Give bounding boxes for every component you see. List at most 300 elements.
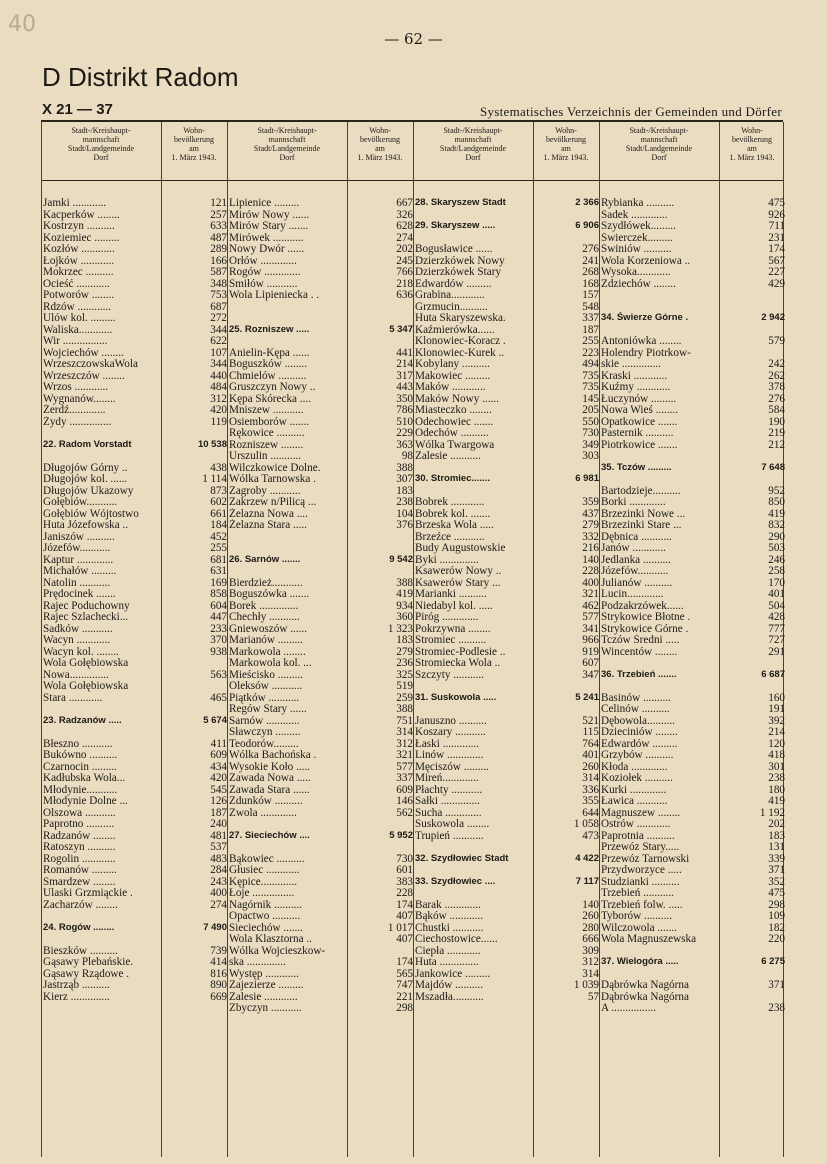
district-row <box>415 876 597 888</box>
place-name: Studzianki .......... <box>601 875 680 888</box>
table-row <box>415 623 597 635</box>
section-subtitle: Systematisches Verzeichnis der Gemeinden und Dörfer <box>479 104 782 119</box>
population-value: 447 <box>210 611 227 623</box>
population-value: 255 <box>582 335 599 347</box>
place-name: Mszadła........... <box>415 990 484 1003</box>
place-name: Grzmucin.......... <box>415 300 488 313</box>
table-row <box>229 266 411 278</box>
population-value: 359 <box>582 496 599 508</box>
population-value: 751 <box>396 714 413 727</box>
population-value: 873 <box>210 484 227 497</box>
population-value: 400 <box>210 887 227 899</box>
place-name: Dzieciniów ........ <box>601 726 678 738</box>
population-value: 420 <box>210 404 227 416</box>
population-value: 1 192 <box>759 806 785 819</box>
place-name: 22. Radom Vorstadt <box>43 438 132 450</box>
table-row <box>229 634 411 646</box>
population-value: 363 <box>396 438 413 451</box>
place-name: Zacharzów ........ <box>43 898 118 911</box>
population-value: 419 <box>396 588 413 600</box>
place-name: Długojów Górny .. <box>43 461 128 474</box>
population-value: 6 687 <box>761 668 785 680</box>
place-name: Stromiecka Wola .. <box>415 657 501 669</box>
place-name: Mirów Stary ....... <box>229 220 309 232</box>
table-row <box>229 761 411 773</box>
place-name: Rybianka .......... <box>601 197 675 209</box>
table-row <box>229 715 411 727</box>
table-row <box>415 600 597 612</box>
place-name: Potworów ........ <box>43 289 115 301</box>
table-row <box>415 979 597 991</box>
header-population: Wohn- bevölkerung am 1. März 1943. <box>357 126 403 162</box>
place-name: Występ ............ <box>229 967 299 980</box>
place-name: Wacyn ............ <box>43 634 111 646</box>
place-name: Gąsawy Plebańskie. <box>43 956 134 968</box>
population-value: 223 <box>582 346 599 359</box>
table-row <box>601 197 783 209</box>
population-value: 260 <box>582 910 599 922</box>
table-row <box>601 416 783 428</box>
table-row <box>601 692 783 704</box>
table-row <box>229 519 411 531</box>
population-value: 314 <box>396 726 413 738</box>
population-value: 5 674 <box>203 714 227 726</box>
table-row <box>601 450 783 462</box>
table-row <box>415 795 597 807</box>
place-name: Zawada Nowa ..... <box>229 772 311 784</box>
table-row <box>229 945 411 957</box>
table-row <box>43 335 225 347</box>
table-row <box>43 761 225 773</box>
table-row <box>415 968 597 980</box>
place-name: Wilczowola ....... <box>601 921 677 934</box>
place-name: Zajezierze ......... <box>229 979 304 991</box>
place-name: Marianki .......... <box>415 588 487 600</box>
place-name: Tczów Średni ..... <box>601 634 680 646</box>
population-value: 140 <box>582 553 599 566</box>
table-row <box>601 738 783 750</box>
place-name: Wojciechów ........ <box>43 346 124 359</box>
population-value: 205 <box>582 404 599 416</box>
table-row <box>601 243 783 255</box>
population-value: 317 <box>396 369 413 382</box>
place-name: WrzeszczowskaWola <box>43 358 138 370</box>
population-value: 280 <box>582 921 599 934</box>
table-row <box>415 749 597 761</box>
table-row <box>601 623 783 635</box>
table-row <box>601 600 783 612</box>
place-name: Wola Lipieniecka . . <box>229 289 320 301</box>
place-name: Przewóz Tarnowski <box>601 852 690 865</box>
table-row <box>601 266 783 278</box>
population-value: 850 <box>768 496 785 508</box>
table-row <box>43 703 225 715</box>
population-value: 238 <box>396 496 413 508</box>
table-row <box>43 324 225 336</box>
place-name: Mieścisko ......... <box>229 668 303 681</box>
table-row <box>415 956 597 968</box>
district-row <box>229 324 411 336</box>
table-row <box>601 473 783 485</box>
place-name: Żelazna Stara ..... <box>229 519 307 531</box>
table-row <box>415 945 597 957</box>
table-row <box>43 772 225 784</box>
table-row <box>43 933 225 945</box>
place-name: Huta .............. <box>415 956 479 968</box>
table-row <box>229 232 411 244</box>
place-name: Ratoszyn .......... <box>43 841 116 853</box>
table-row <box>43 220 225 232</box>
place-name: Marianów ......... <box>229 634 303 646</box>
place-name: Paprotnia .......... <box>601 829 675 842</box>
place-name: Opatkowice ....... <box>601 415 678 428</box>
population-value: 370 <box>210 634 227 646</box>
table-row <box>229 726 411 738</box>
table-row <box>43 623 225 635</box>
population-value: 604 <box>210 599 227 612</box>
place-name: 29. Skaryszew ..... <box>415 220 496 231</box>
place-name: Wacyn kol. ........ <box>43 645 119 658</box>
table-row <box>601 807 783 819</box>
place-name: Dębnica ........... <box>601 530 672 543</box>
population-value: 407 <box>396 933 413 945</box>
table-row <box>229 347 411 359</box>
place-name: Boguszówka ....... <box>229 588 310 600</box>
place-name: Linów ............. <box>415 749 484 761</box>
population-value: 609 <box>210 749 227 761</box>
population-value: 229 <box>396 427 413 439</box>
place-name: Markowola ........ <box>229 645 306 658</box>
table-row <box>415 738 597 750</box>
place-name: Ksawerów Stary ... <box>415 576 501 589</box>
district-row <box>415 197 597 209</box>
place-name: Maków Nowy ...... <box>415 392 499 405</box>
table-row <box>43 554 225 566</box>
place-name: Celinów .......... <box>601 703 670 715</box>
district-row <box>415 853 597 865</box>
population-value: 567 <box>768 254 785 267</box>
table-row <box>415 450 597 462</box>
place-name: Łoje ............... <box>229 887 295 899</box>
place-name: Wólka Wojcieszkow- <box>229 944 326 957</box>
table-row <box>601 577 783 589</box>
column-rule <box>41 122 42 1157</box>
population-value: 926 <box>768 208 785 221</box>
population-value: 202 <box>768 818 785 830</box>
table-row <box>43 991 225 1003</box>
place-name: Zakrzew n/Pilicą ... <box>229 496 317 508</box>
table-row <box>415 335 597 347</box>
place-name: Sałki .............. <box>415 795 480 807</box>
place-name: Wola Korzeniowa .. <box>601 254 691 267</box>
table-row <box>601 255 783 267</box>
population-value: 786 <box>396 404 413 416</box>
district-row <box>601 462 783 474</box>
pencil-note: 40 <box>8 12 36 37</box>
table-row <box>415 278 597 290</box>
table-row <box>43 542 225 554</box>
table-row <box>229 393 411 405</box>
header-name: Stadt-/Kreishaupt- mannschaft Stadt/Landgemeinde Dorf <box>625 126 693 162</box>
table-row <box>43 301 225 313</box>
place-name: Mirówek ........... <box>229 231 304 244</box>
table-row <box>229 462 411 474</box>
place-name: Ciepła ............ <box>415 944 481 957</box>
district-row <box>43 439 225 451</box>
population-value: 388 <box>396 703 413 715</box>
population-value: 168 <box>582 277 599 290</box>
place-name: Makowiec ......... <box>415 369 491 382</box>
table-row <box>415 393 597 405</box>
population-value: 521 <box>582 714 599 727</box>
population-value: 481 <box>210 829 227 842</box>
population-value: 169 <box>210 576 227 589</box>
population-value: 890 <box>210 979 227 991</box>
place-name: 37. Wielogóra ..... <box>601 956 679 967</box>
population-value: 245 <box>396 254 413 267</box>
population-value: 236 <box>396 657 413 669</box>
table-row <box>601 439 783 451</box>
place-name: Brzezinki Nowe ... <box>601 507 686 520</box>
place-name: Szczyty ........... <box>415 668 484 681</box>
table-row <box>229 680 411 692</box>
population-value: 289 <box>210 243 227 255</box>
table-row <box>229 255 411 267</box>
place-name: Koszary ........... <box>415 726 486 738</box>
population-value: 140 <box>582 898 599 911</box>
population-value: 344 <box>210 358 227 370</box>
place-name: Oleksów ........... <box>229 680 303 692</box>
population-value: 326 <box>396 208 413 221</box>
population-value: 938 <box>210 645 227 658</box>
table-row <box>229 600 411 612</box>
place-name: Borek .............. <box>229 599 299 612</box>
population-value: 221 <box>396 990 413 1003</box>
population-value: 519 <box>396 680 413 692</box>
population-value: 434 <box>210 760 227 773</box>
header-name: Stadt-/Kreishaupt- mannschaft Stadt/Landgemeinde Dorf <box>439 126 507 162</box>
table-row <box>229 577 411 589</box>
table-row <box>415 243 597 255</box>
table-row <box>601 542 783 554</box>
table-row <box>601 611 783 623</box>
place-name: Basinów .......... <box>601 691 671 704</box>
population-value: 174 <box>396 898 413 911</box>
population-value: 337 <box>396 772 413 784</box>
population-value: 400 <box>582 576 599 589</box>
place-name: Kłoda ............. <box>601 760 668 773</box>
table-row <box>601 427 783 439</box>
table-row <box>415 416 597 428</box>
population-value: 475 <box>768 887 785 899</box>
population-value: 484 <box>210 381 227 393</box>
population-value: 279 <box>396 645 413 658</box>
table-row <box>601 554 783 566</box>
table-row <box>43 473 225 485</box>
population-value: 440 <box>210 369 227 382</box>
table-row <box>601 381 783 393</box>
table-row <box>415 485 597 497</box>
table-row <box>601 968 783 980</box>
table-row <box>43 243 225 255</box>
place-name: Regów Stary ...... <box>229 703 307 715</box>
place-name: Nowy Dwór ...... <box>229 243 305 255</box>
table-row <box>415 761 597 773</box>
column-rule <box>413 122 414 1157</box>
table-row <box>43 197 225 209</box>
place-name: Wincentów ........ <box>601 645 678 658</box>
population-value: 735 <box>582 369 599 382</box>
table-row <box>415 588 597 600</box>
table-row <box>601 726 783 738</box>
table-row <box>43 289 225 301</box>
place-name: Gąsawy Rządowe . <box>43 967 130 980</box>
place-name: Sieciechów ....... <box>229 921 303 934</box>
place-name: Młodynie Dolne ... <box>43 795 128 807</box>
place-name: Bobrek ............ <box>415 496 485 508</box>
population-value: 628 <box>396 220 413 232</box>
place-name: Łaski ............. <box>415 737 480 750</box>
population-value: 216 <box>582 542 599 554</box>
place-name: Sucha ............. <box>415 806 482 819</box>
place-name: Niedabyl kol. ..... <box>415 599 493 612</box>
place-name: Opactwo .......... <box>229 910 301 922</box>
place-name: Przewóz Stary..... <box>601 841 680 853</box>
population-value: 548 <box>582 300 599 313</box>
table-row <box>601 634 783 646</box>
population-value: 443 <box>396 381 413 393</box>
place-name: Czarnocin ......... <box>43 760 117 773</box>
table-row <box>601 761 783 773</box>
place-name: Kozłów ............ <box>43 243 115 255</box>
population-value: 473 <box>582 829 599 842</box>
population-value: 1 058 <box>573 818 599 830</box>
table-row <box>415 864 597 876</box>
table-row <box>601 818 783 830</box>
place-name: Odechów .......... <box>415 427 489 439</box>
table-row <box>43 692 225 704</box>
place-name: Kaźmierówka...... <box>415 323 495 336</box>
population-value: 7 648 <box>761 461 785 473</box>
population-value: 10 538 <box>197 438 227 450</box>
column-rule <box>599 122 600 1157</box>
district-row <box>43 715 225 727</box>
place-name: Rdzów ............ <box>43 300 112 313</box>
place-name: Pokrzywna ........ <box>415 622 491 635</box>
place-name: skie .............. <box>601 358 661 370</box>
table-row <box>601 358 783 370</box>
table-row <box>229 795 411 807</box>
population-value: 240 <box>210 818 227 830</box>
place-name: Kuźmy ............ <box>601 381 671 393</box>
population-value: 321 <box>396 749 413 761</box>
population-value: 550 <box>582 415 599 428</box>
table-row <box>229 933 411 945</box>
population-value: 730 <box>396 852 413 865</box>
place-name: Romanów ......... <box>43 864 117 876</box>
place-name: Brzeska Wola ..... <box>415 519 494 531</box>
table-row <box>43 577 225 589</box>
population-value: 352 <box>768 875 785 888</box>
table-row <box>415 887 597 899</box>
place-name: Józefów........... <box>43 542 111 554</box>
population-value: 5 241 <box>575 691 599 703</box>
district-row <box>415 473 597 485</box>
place-name: Dąbrówka Nagórna <box>601 990 689 1003</box>
place-name: Lipienice ......... <box>229 197 300 209</box>
place-name: Ulaski Grzmiąckie . <box>43 887 133 899</box>
population-value: 562 <box>396 806 413 819</box>
place-name: Mireń............. <box>415 772 479 784</box>
population-value: 145 <box>582 392 599 405</box>
table-row <box>601 899 783 911</box>
place-name: Magnuszew ........ <box>601 806 681 819</box>
table-row <box>601 289 783 301</box>
population-value: 966 <box>582 634 599 646</box>
place-name: Zalesie ........... <box>415 450 481 462</box>
place-name: Wola Gołębiowska <box>43 657 129 669</box>
table-row <box>415 611 597 623</box>
population-value: 191 <box>768 703 785 715</box>
place-name: Piątków ........... <box>229 691 300 704</box>
place-name: 25. Rozniszew ..... <box>229 323 310 335</box>
place-name: Kaptur ............. <box>43 553 114 566</box>
population-value: 401 <box>768 588 785 600</box>
place-name: Maków ............ <box>415 381 486 393</box>
table-row <box>229 473 411 485</box>
header-name: Stadt-/Kreishaupt- mannschaft Stadt/Landgemeinde Dorf <box>253 126 321 162</box>
place-name: Pasternik .......... <box>601 427 674 439</box>
place-name: Kierz .............. <box>43 990 110 1003</box>
place-name: Rogolin ............ <box>43 852 116 865</box>
place-name: Wysoka............ <box>601 266 671 278</box>
population-value: 420 <box>210 772 227 784</box>
table-row <box>601 991 783 1003</box>
table-row <box>601 370 783 382</box>
population-value: 711 <box>768 220 785 232</box>
table-row <box>415 508 597 520</box>
table-row <box>43 209 225 221</box>
table-row <box>43 266 225 278</box>
population-value: 483 <box>210 852 227 865</box>
place-name: Barak ............. <box>415 898 481 911</box>
place-name: Lucin............. <box>601 588 664 600</box>
place-name: Antoniówka ........ <box>601 335 682 347</box>
table-row <box>43 669 225 681</box>
table-row <box>415 404 597 416</box>
place-name: Markowola kol. ... <box>229 657 312 669</box>
column-1 <box>43 197 225 1002</box>
population-value: 6 275 <box>761 956 785 967</box>
place-name: Nowa Wieś ........ <box>601 404 679 416</box>
table-row <box>229 623 411 635</box>
place-name: Nowa.............. <box>43 668 109 681</box>
population-value: 587 <box>210 266 227 278</box>
population-value: 187 <box>582 323 599 336</box>
place-name: Wola Gołębiowska <box>43 680 129 692</box>
table-row <box>43 841 225 853</box>
place-name: Kacperków ........ <box>43 208 120 221</box>
population-value: 220 <box>768 933 785 945</box>
population-value: 349 <box>582 438 599 451</box>
population-value: 183 <box>396 484 413 497</box>
table-row <box>601 703 783 715</box>
place-name: 32. Szydłowiec Stadt <box>415 852 509 864</box>
table-row <box>601 485 783 497</box>
population-value: 438 <box>210 461 227 474</box>
place-name: Tyborów .......... <box>601 910 672 922</box>
table-row <box>43 393 225 405</box>
